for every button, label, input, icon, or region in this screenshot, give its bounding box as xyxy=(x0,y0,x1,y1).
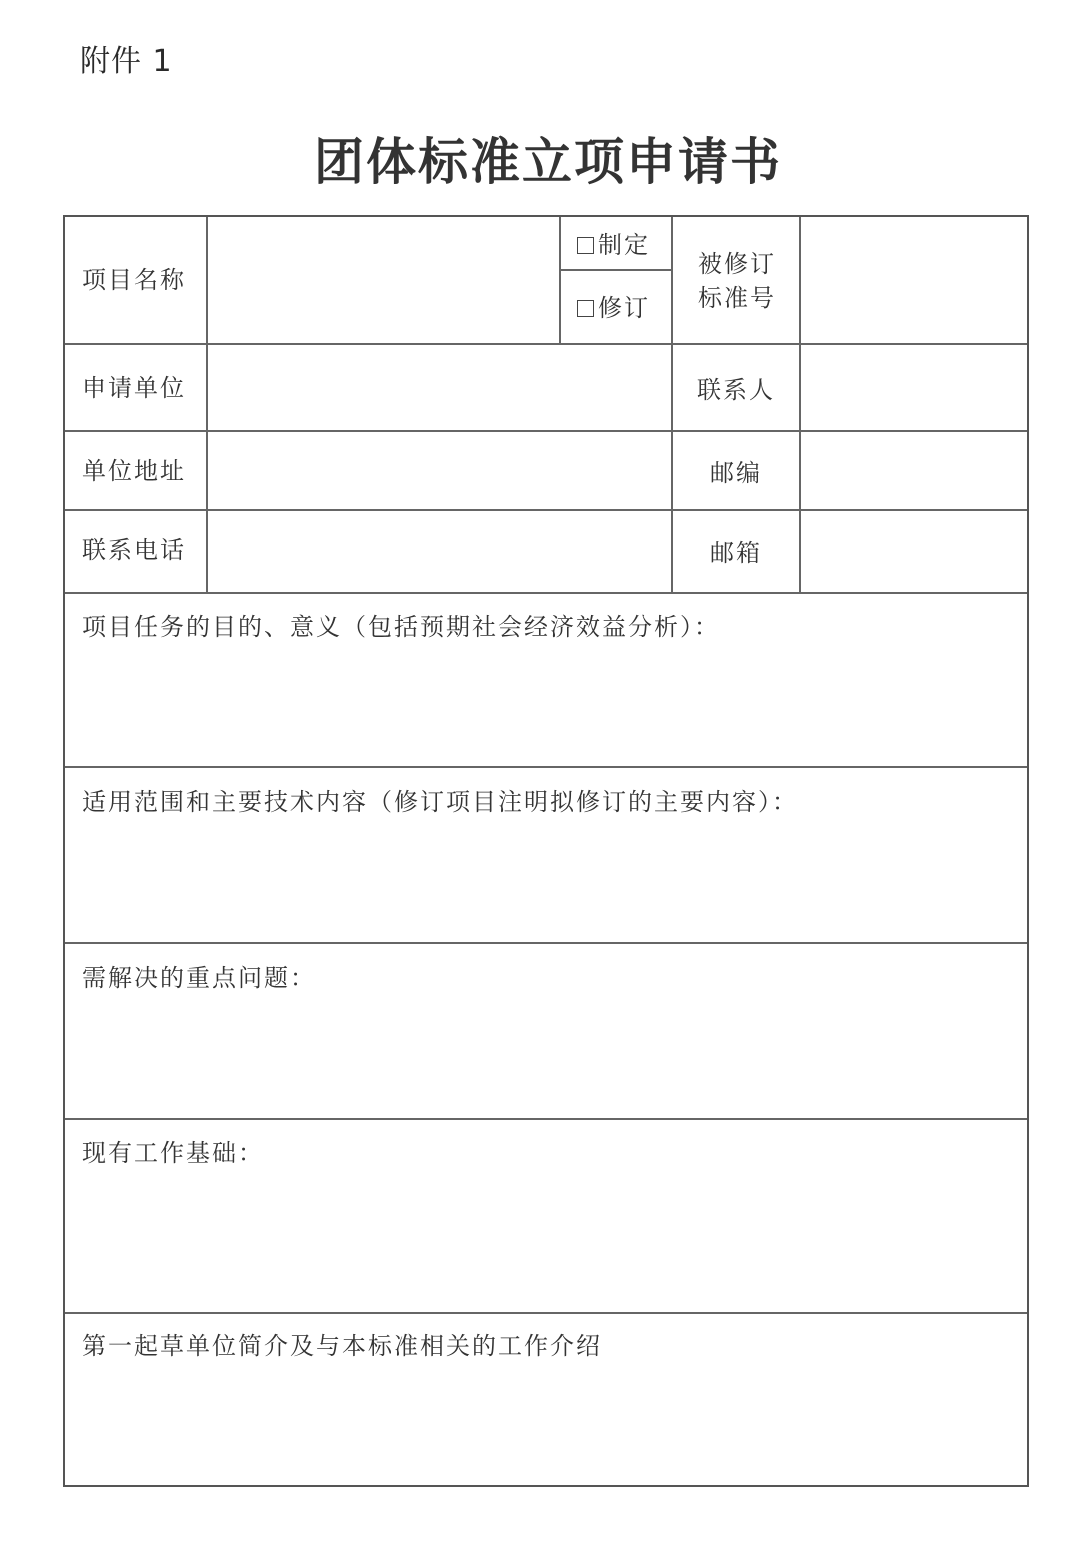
option-divider xyxy=(559,269,672,271)
project-name-field[interactable] xyxy=(208,217,558,343)
drafting-unit-section-field[interactable] xyxy=(65,1314,1027,1485)
drafting-unit-section-label: 第一起草单位简介及与本标准相关的工作介绍 xyxy=(82,1332,602,1360)
revised-std-no-label: 被修订标准号 xyxy=(698,250,776,312)
contact-person-field[interactable] xyxy=(801,345,1027,430)
key-issues-section-label: 需解决的重点问题： xyxy=(82,964,316,992)
purpose-section-field[interactable] xyxy=(65,594,1027,766)
unit-address-label: 单位地址 xyxy=(82,457,186,485)
unit-address-field[interactable] xyxy=(208,432,670,509)
formulate-checkbox[interactable] xyxy=(577,237,594,254)
page-title: 团体标准立项申请书 xyxy=(314,132,782,191)
phone-label: 联系电话 xyxy=(82,536,186,564)
email-label: 邮箱 xyxy=(710,539,762,567)
purpose-section-label: 项目任务的目的、意义（包括预期社会经济效益分析）： xyxy=(82,613,720,641)
existing-work-section-field[interactable] xyxy=(65,1120,1027,1312)
postcode-field[interactable] xyxy=(801,432,1027,509)
applicant-unit-field[interactable] xyxy=(208,345,670,430)
existing-work-section-label: 现有工作基础： xyxy=(82,1139,264,1167)
option-revise-label: 修订 xyxy=(598,294,650,322)
application-form xyxy=(63,215,1029,1487)
key-issues-section-field[interactable] xyxy=(65,944,1027,1118)
revise-checkbox[interactable] xyxy=(577,300,594,317)
scope-section-label: 适用范围和主要技术内容（修订项目注明拟修订的主要内容）： xyxy=(82,788,798,816)
email-field[interactable] xyxy=(801,511,1027,592)
project-name-label: 项目名称 xyxy=(82,266,186,294)
postcode-label: 邮编 xyxy=(710,459,762,487)
option-formulate-label: 制定 xyxy=(598,231,650,259)
option-formulate[interactable] xyxy=(577,233,650,257)
scope-section-field[interactable] xyxy=(65,768,1027,942)
option-revise[interactable] xyxy=(577,296,650,320)
attachment-label: 附件 1 xyxy=(80,44,173,79)
col-divider xyxy=(559,217,561,343)
applicant-unit-label: 申请单位 xyxy=(82,374,186,402)
phone-field[interactable] xyxy=(208,511,670,592)
revised-std-no-field[interactable] xyxy=(801,217,1027,343)
col-divider xyxy=(671,217,673,592)
contact-person-label: 联系人 xyxy=(697,376,775,404)
